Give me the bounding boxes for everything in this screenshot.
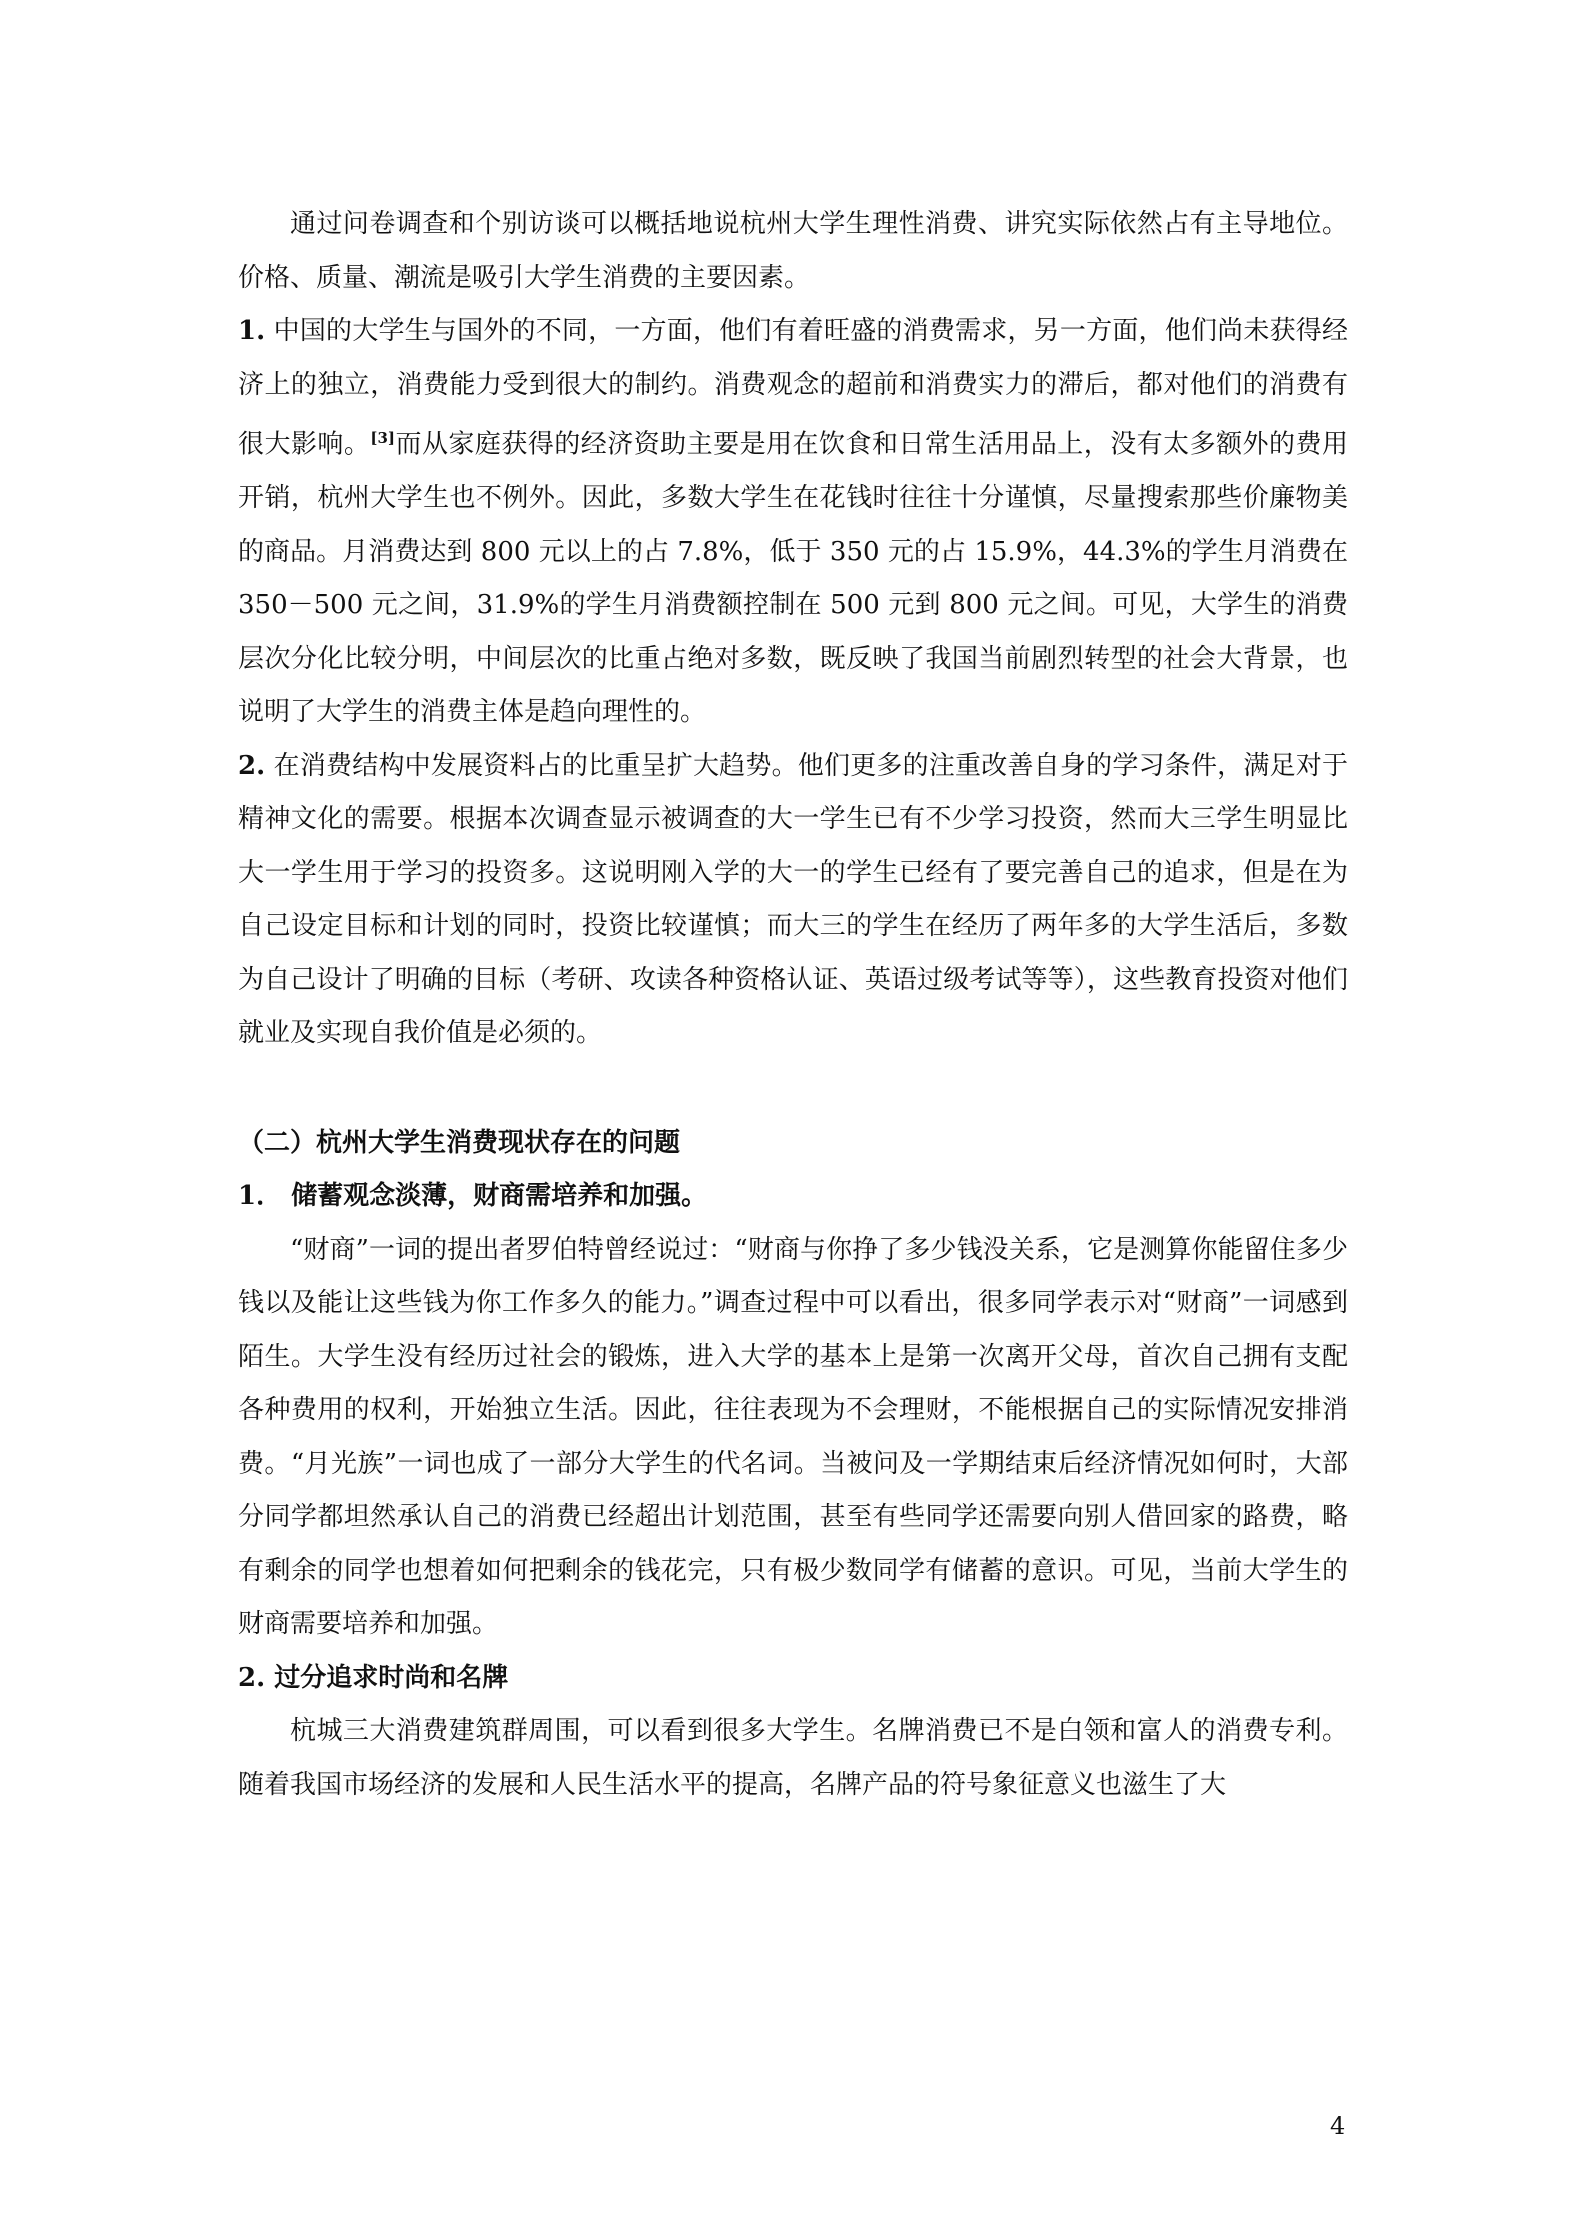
subsection-1-paragraph: “财商”一词的提出者罗伯特曾经说过：“财商与你挣了多少钱没关系，它是测算你能留住多少钱以及能让这些钱为你工作多久的能力。”调查过程中可以看出，很多同学表示对“财商”一词感到陌生。大学生没有经历过社会的锻炼，进入大学的基本上是第一次离开父母，首次自己拥有支配各种费用的权利，开始独立生活。因此，往往表现为不会理财，不能根据自己的实际情况安排消费。“月光族”一词也成了一部分大学生的代名词。当被问及一学期结束后经济情况如何时，大部分同学都坦然承认自己的消费已经超出计划范围，甚至有些同学还需要向别人借回家的路费，略有剩余的同学也想着如何把剩余的钱花完，只有极少数同学有储蓄的意识。可见，当前大学生的财商需要培养和加强。	[238, 1234, 1348, 1640]
subheading-1: 1． 储蓄观念淡薄，财商需培养和加强。	[238, 1181, 708, 1212]
point-2-number: 2.	[238, 750, 266, 781]
section-spacer	[238, 1061, 1348, 1117]
citation-marker: [3]	[370, 429, 395, 447]
section-heading: （二）杭州大学生消费现状存在的问题	[238, 1127, 681, 1158]
subsection-2-paragraph: 杭城三大消费建筑群周围，可以看到很多大学生。名牌消费已不是白领和富人的消费专利。随着我国市场经济的发展和人民生活水平的提高，名牌产品的符号象征意义也滋生了大	[238, 1716, 1348, 1800]
point-2-paragraph	[238, 740, 1348, 1061]
point-2-text: 在消费结构中发展资料占的比重呈扩大趋势。他们更多的注重改善自身的学习条件，满足对于精神文化的需要。根据本次调查显示被调查的大一学生已有不少学习投资，然而大三学生明显比大一学生用于学习的投资多。这说明刚入学的大一的学生已经有了要完善自己的追求，但是在为自己设定目标和计划的同时，投资比较谨慎；而大三的学生在经历了两年多的大学生活后，多数为自己设计了明确的目标（考研、攻读各种资格认证、英语过级考试等等），这些教育投资对他们就业及实现自我价值是必须的。	[238, 750, 1348, 1049]
point-1-text-b: 而从家庭获得的经济资助主要是用在饮食和日常生活用品上，没有太多额外的费用开销，杭州大学生也不例外。因此，多数大学生在花钱时往往十分谨慎，尽量搜索那些价廉物美的商品。月消费达到 800 元以上的占 7.8%，低于 350 元的占 15.9%，44.3%的学生月消费在 350－500 元之间，31.9%的学生月消费额控制在 500 元到 800 元之间。可见，大学生的消费层次分化比较分明，中间层次的比重占绝对多数，既反映了我国当前剧烈转型的社会大背景，也说明了大学生的消费主体是趋向理性的。	[238, 429, 1348, 728]
page-content	[238, 198, 1348, 1812]
point-1-text-a: 中国的大学生与国外的不同，一方面，他们有着旺盛的消费需求，另一方面，他们尚未获得经济上的独立，消费能力受到很大的制约。消费观念的超前和消费实力的滞后，都对他们的消费有很大影响。	[238, 316, 1348, 460]
intro-paragraph: 通过问卷调查和个别访谈可以概括地说杭州大学生理性消费、讲究实际依然占有主导地位。价格、质量、潮流是吸引大学生消费的主要因素。	[238, 209, 1348, 293]
point-1-number: 1.	[238, 316, 266, 346]
subheading-2: 2. 过分追求时尚和名牌	[238, 1662, 509, 1693]
point-1-paragraph	[238, 305, 1348, 740]
page-number: 4	[1330, 2112, 1346, 2140]
